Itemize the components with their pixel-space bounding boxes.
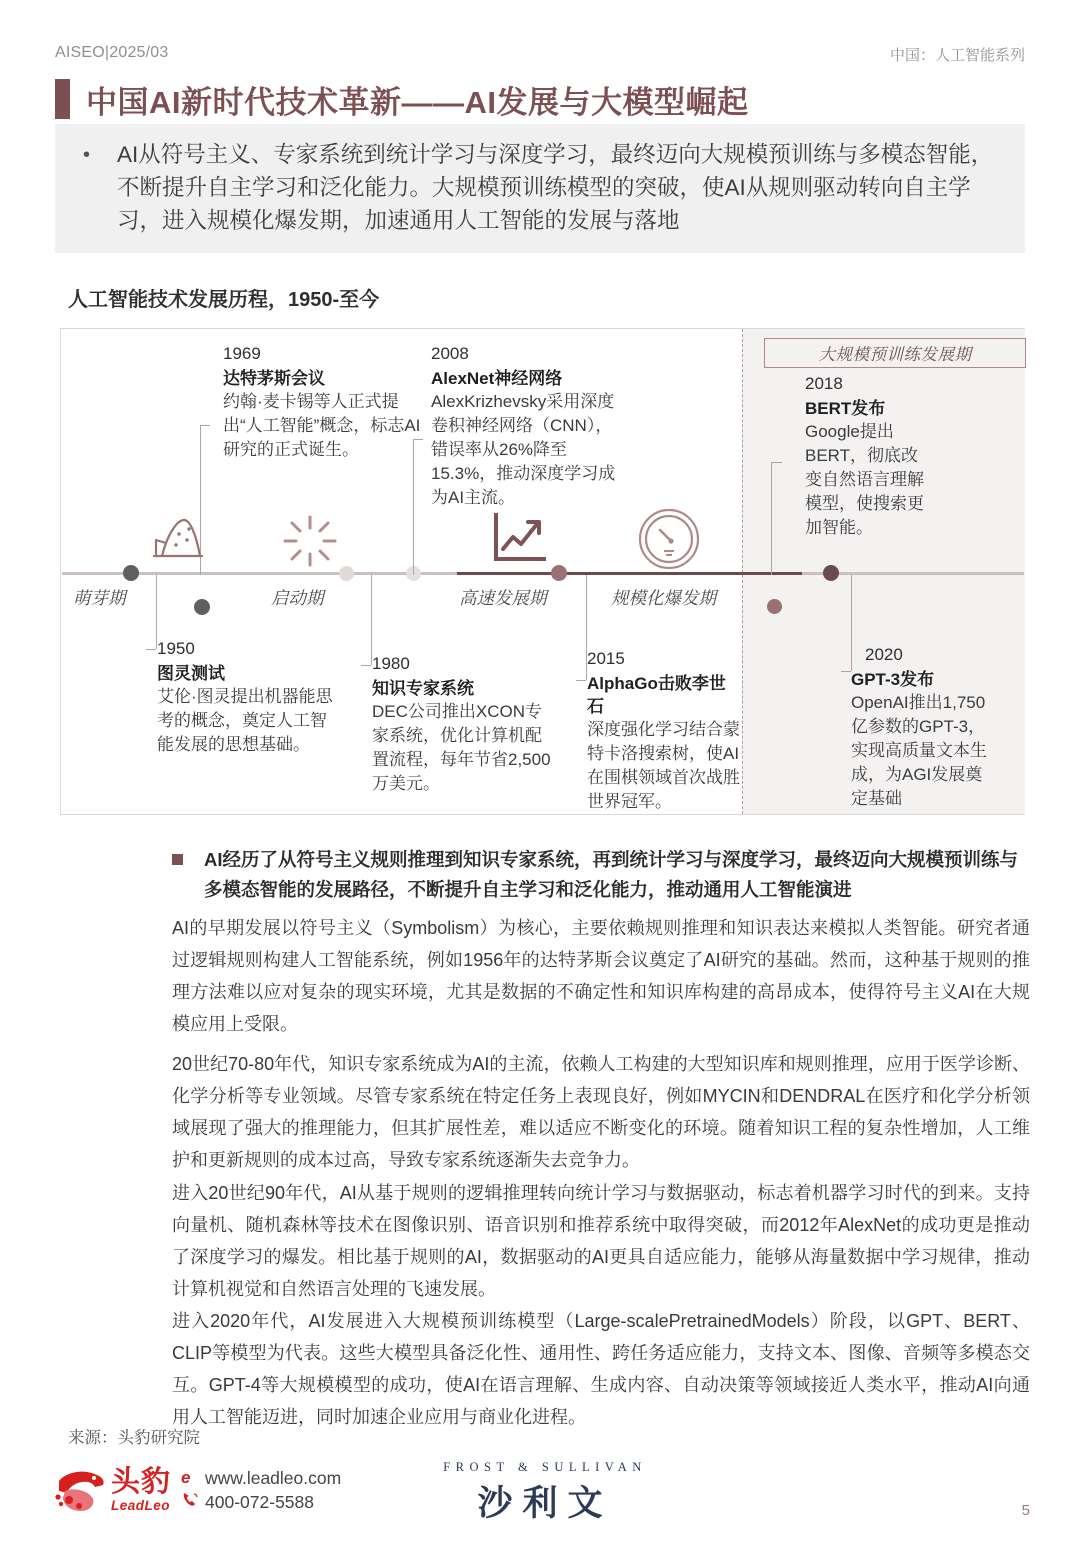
- axis-dot-1950: [123, 565, 139, 581]
- source-note: 来源：头豹研究院: [68, 1429, 200, 1447]
- entry-year: 1950: [157, 639, 195, 658]
- website-url[interactable]: www.leadleo.com: [205, 1467, 342, 1488]
- page-number: 5: [1021, 1502, 1030, 1519]
- entry-year: 2015: [587, 649, 625, 668]
- sunburst-icon: [283, 515, 337, 572]
- page-title: [55, 76, 1025, 122]
- series-label: 中国：人工智能系列: [889, 47, 1025, 64]
- body-paragraph-4: 进入2020年代，AI发展进入大规模预训练模型（Large-scalePretrainedModels）阶段，以GPT、BERT、CLIP等模型为代表。这些大模型具备泛化性、通用性、跨任务适应能力，支持文本、图像、音频等多模态交互。GPT-4等大规模模型的成功，使AI在语言理解、生成内容、自动决策等领域接近人类水平，推动AI向通用人工智能迈进，同时加速企业应用与商业化进程。: [172, 1311, 1030, 1427]
- entry-body: OpenAI推出1,750亿参数的GPT-3，实现高质量文本生成，为AGI发展奠定基础: [851, 693, 987, 808]
- timeline-axis: [62, 572, 1024, 575]
- timeline-entry-1950: [157, 639, 339, 757]
- entry-year: 2018: [805, 374, 843, 393]
- timeline-entry-2015: [587, 649, 742, 814]
- internet-explorer-icon: e: [181, 1468, 191, 1487]
- timeline-entry-1980: [372, 654, 554, 796]
- entry-year: 1969: [223, 344, 261, 363]
- phase-label-0: 萌芽期: [73, 588, 126, 608]
- page-header: [55, 44, 1025, 68]
- leadleo-cn: 头豹: [111, 1465, 172, 1498]
- axis-segment-light-left: [62, 572, 457, 575]
- timeline-entry-2008: [431, 344, 627, 510]
- entry-heading: AlphaGo击败李世石: [587, 674, 726, 716]
- leadleo-logo: [55, 1466, 341, 1514]
- below-dot-2020: [767, 599, 782, 614]
- website-row[interactable]: [181, 1466, 341, 1490]
- axis-segment-dark: [457, 572, 802, 575]
- entry-heading: 图灵测试: [157, 664, 225, 683]
- entry-heading: 达特茅斯会议: [223, 369, 325, 388]
- summary-box: [55, 124, 1025, 253]
- line-chart-icon: [490, 511, 548, 572]
- frost-sullivan-cn: 沙利文: [477, 1484, 613, 1523]
- axis-dot-1969: [339, 566, 354, 581]
- entry-body: AlexKrizhevsky采用深度卷积神经网络（CNN），错误率从26%降至15.3%，推动深度学习成为AI主流。: [431, 392, 616, 507]
- phase-label-1: 启动期: [271, 588, 324, 608]
- frost-sullivan-en: FROST & SULLIVAN: [443, 1460, 647, 1474]
- phase-badge: 大规模预训练发展期: [764, 338, 1026, 368]
- body-paragraph-1: AI的早期发展以符号主义（Symbolism）为核心，主要依赖规则推理和知识表达来模拟人类智能。研究者通过逻辑规则构建人工智能系统，例如1956年的达特茅斯会议奠定了AI研究的基础。然而，这种基于规则的推理方法难以应对复杂的现实环境，尤其是数据的不确定性和知识库构建的高昂成本，使得符号主义AI在大规模应用上受限。: [172, 918, 1030, 1034]
- leopard-icon: [55, 1467, 107, 1513]
- phone-icon: [181, 1491, 205, 1513]
- leadleo-contact: [181, 1466, 341, 1514]
- timeline-entry-2018: [805, 374, 933, 540]
- entry-year: 2020: [865, 645, 903, 664]
- report-code: AISEO|2025/03: [55, 44, 169, 61]
- phase-label-3: 规模化爆发期: [611, 588, 716, 608]
- entry-heading: GPT-3发布: [851, 670, 935, 689]
- entry-heading: AlexNet神经网络: [431, 369, 563, 388]
- timeline-entry-2020: [851, 645, 991, 811]
- key-message: [172, 845, 1027, 905]
- entry-body: 约翰·麦卡锡等人正式提出“人工智能”概念，标志AI研究的正式诞生。: [223, 392, 421, 459]
- timeline-entry-1969: [223, 344, 423, 462]
- body-paragraph-3: 进入20世纪90年代，AI从基于规则的逻辑推理转向统计学习与数据驱动，标志着机器学习时代的到来。支持向量机、随机森林等技术在图像识别、语音识别和推荐系统中取得突破，而2012年AlexNet的成功更是推动了深度学习的爆发。相比基于规则的AI，数据驱动的AI更具自适应能力，能够从海量数据中学习规律，推动计算机视觉和自然语言处理的飞速发展。: [172, 1183, 1030, 1299]
- entry-body: 深度强化学习结合蒙特卡洛搜索树，使AI在围棋领域首次战胜世界冠军。: [587, 720, 740, 811]
- entry-body: Google提出BERT，彻底改变自然语言理解模型，使搜索更加智能。: [805, 422, 924, 537]
- axis-dot-2018: [823, 565, 839, 581]
- entry-body: 艾伦·图灵提出机器能思考的概念，奠定人工智能发展的思想基础。: [157, 687, 333, 754]
- axis-dot-2008: [551, 565, 567, 581]
- entry-heading: BERT发布: [805, 399, 886, 418]
- frost-sullivan-logo: [440, 1460, 650, 1526]
- phone-number: 400-072-5588: [205, 1491, 314, 1512]
- phase-label-2: 高速发展期: [459, 588, 547, 608]
- key-message-bullet-icon: [172, 854, 183, 865]
- gauge-icon: [638, 508, 700, 575]
- exhibit-title: 人工智能技术发展历程，1950-至今: [68, 289, 380, 311]
- leadleo-en: LeadLeo: [111, 1497, 171, 1513]
- key-message-text: AI经历了从符号主义规则推理到知识专家系统，再到统计学习与深度学习，最终迈向大规模预训练与多模态智能的发展路径，不断提升自主学习和泛化能力，推动通用人工智能演进: [204, 849, 1019, 900]
- leadleo-wordmark: [111, 1465, 172, 1513]
- body-paragraph-2: 20世纪70-80年代，知识专家系统成为AI的主流，依赖人工构建的大型知识库和规则推理，应用于医学诊断、化学分析等专业领域。尽管专家系统在特定任务上表现良好，例如MYCIN和DENDRAL在医疗和化学分析领域展现了强大的推理能力，但其扩展性差，难以适应不断变化的环境。随着知识工程的复杂性增加，人工维护和更新规则的成本过高，导致专家系统逐渐失去竞争力。: [172, 1054, 1030, 1170]
- phone-row: [181, 1490, 341, 1514]
- entry-heading: 知识专家系统: [372, 679, 474, 698]
- summary-bullet-icon: •: [83, 144, 91, 166]
- entry-year: 1980: [372, 654, 410, 673]
- summary-text: AI从符号主义、专家系统到统计学习与深度学习，最终迈向大规模预训练与多模态智能，不断提升自主学习和泛化能力。大规模预训练模型的突破，使AI从规则驱动转向自主学习，进入规模化爆发期，加速通用人工智能的发展与落地: [117, 142, 994, 233]
- title-accent-bar: [55, 79, 70, 119]
- sandbox-icon: [146, 512, 208, 569]
- entry-body: DEC公司推出XCON专家系统，优化计算机配置流程，每年节省2,500万美元。: [372, 702, 551, 793]
- entry-year: 2008: [431, 344, 469, 363]
- below-dot-1950: [194, 599, 210, 615]
- timeline-exhibit: [60, 328, 1025, 815]
- title-text: 中国AI新时代技术革新——AI发展与大模型崛起: [86, 84, 749, 120]
